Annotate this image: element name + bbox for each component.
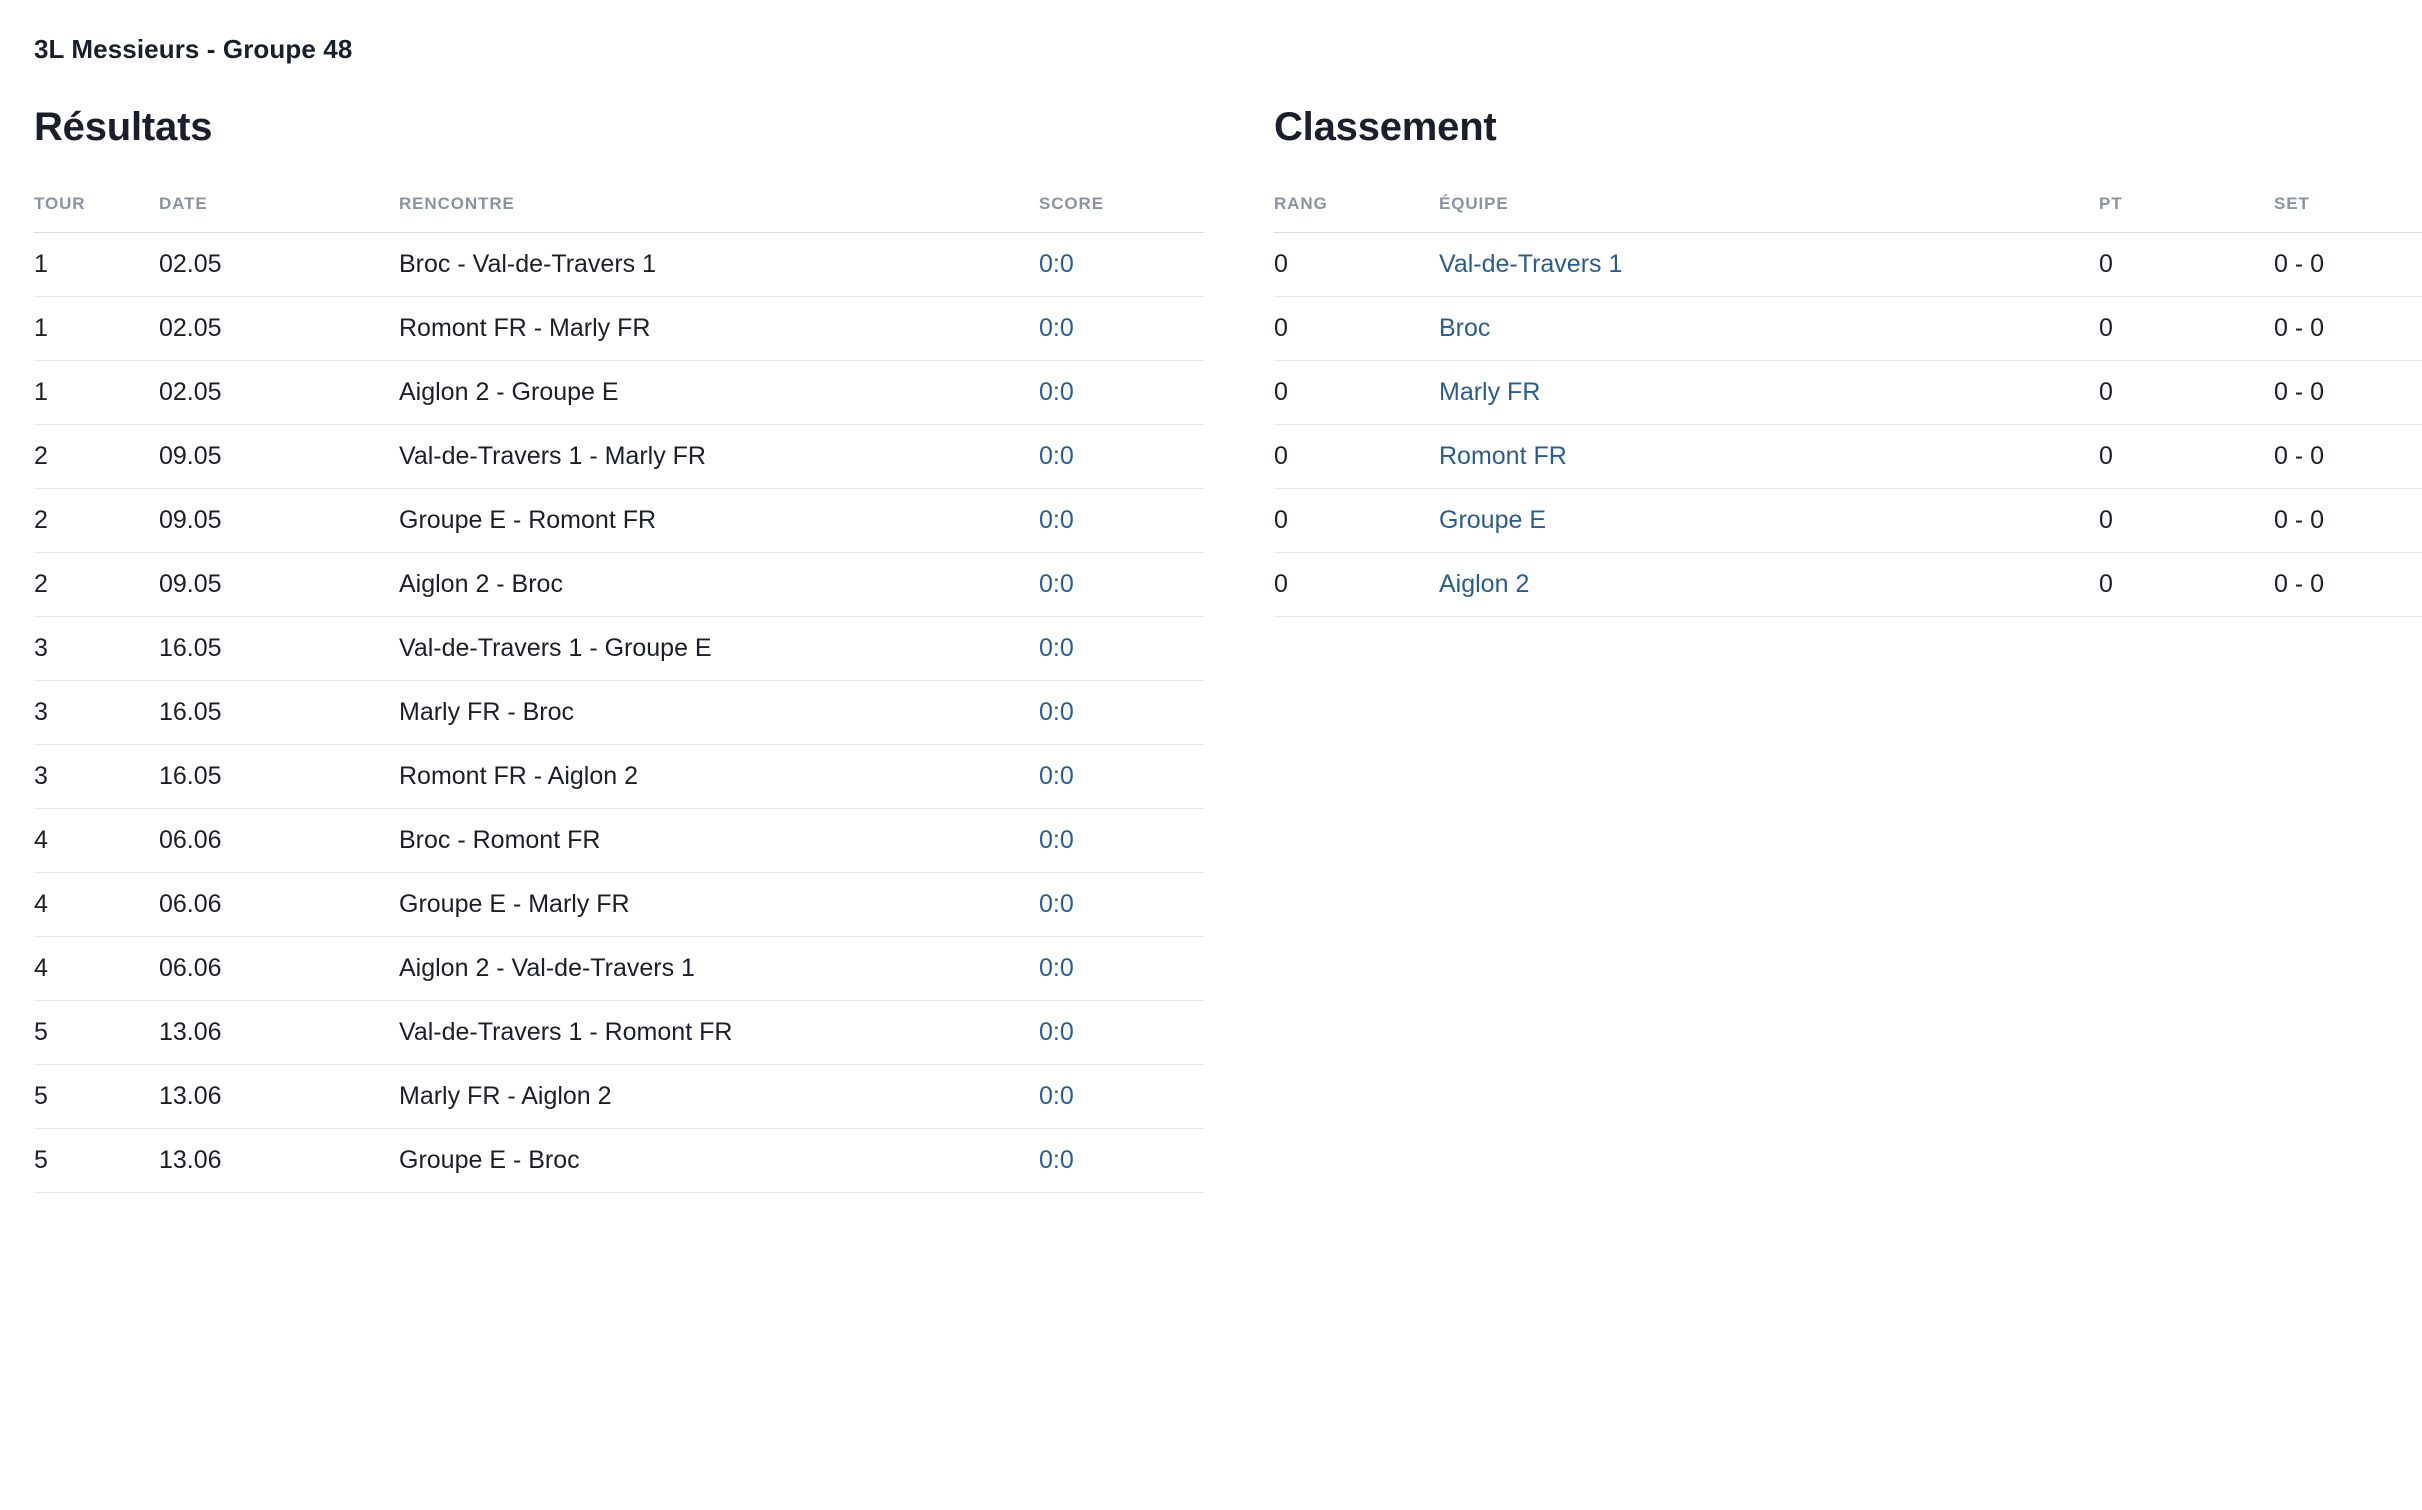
cell-pt: 0 [2099, 361, 2274, 425]
cell-date: 06.06 [159, 937, 399, 1001]
cell-set: 0 - 0 [2274, 489, 2422, 553]
cell-equipe [1439, 361, 2099, 425]
cell-score[interactable]: 0:0 [1039, 361, 1204, 425]
cell-rang: 0 [1274, 361, 1439, 425]
results-table [34, 194, 1204, 1193]
cell-tour: 5 [34, 1065, 159, 1129]
table-row [1274, 489, 2422, 553]
cell-date: 09.05 [159, 553, 399, 617]
cell-set: 0 - 0 [2274, 233, 2422, 297]
cell-tour: 2 [34, 553, 159, 617]
column-header-pt: PT [2099, 194, 2274, 233]
table-row [34, 873, 1204, 937]
cell-equipe [1439, 425, 2099, 489]
cell-tour: 4 [34, 809, 159, 873]
cell-tour: 4 [34, 873, 159, 937]
cell-pt: 0 [2099, 553, 2274, 617]
cell-equipe [1439, 297, 2099, 361]
cell-score[interactable]: 0:0 [1039, 489, 1204, 553]
cell-tour: 5 [34, 1129, 159, 1193]
standings-heading: Classement [1274, 105, 1497, 149]
cell-score[interactable]: 0:0 [1039, 617, 1204, 681]
standings-table [1274, 194, 2422, 617]
cell-pt: 0 [2099, 297, 2274, 361]
cell-rencontre: Val-de-Travers 1 - Groupe E [399, 617, 1039, 681]
cell-score[interactable]: 0:0 [1039, 425, 1204, 489]
table-row [1274, 553, 2422, 617]
content-columns [34, 105, 2388, 1193]
table-row [34, 745, 1204, 809]
results-table-head [34, 194, 1204, 233]
cell-rencontre: Val-de-Travers 1 - Marly FR [399, 425, 1039, 489]
column-header-set: SET [2274, 194, 2422, 233]
team-link[interactable]: Broc [1439, 314, 1491, 342]
table-row [34, 425, 1204, 489]
cell-pt: 0 [2099, 233, 2274, 297]
team-link[interactable]: Val-de-Travers 1 [1439, 250, 1623, 278]
team-link[interactable]: Groupe E [1439, 506, 1547, 534]
cell-date: 02.05 [159, 361, 399, 425]
column-header-date: DATE [159, 194, 399, 233]
cell-rencontre: Broc - Romont FR [399, 809, 1039, 873]
standings-table-head [1274, 194, 2422, 233]
cell-tour: 3 [34, 745, 159, 809]
cell-tour: 2 [34, 489, 159, 553]
table-row [34, 361, 1204, 425]
cell-date: 13.06 [159, 1001, 399, 1065]
cell-rang: 0 [1274, 425, 1439, 489]
cell-score[interactable]: 0:0 [1039, 1065, 1204, 1129]
cell-rang: 0 [1274, 553, 1439, 617]
cell-rang: 0 [1274, 297, 1439, 361]
column-header-rang: RANG [1274, 194, 1439, 233]
results-heading: Résultats [34, 105, 213, 149]
cell-score[interactable]: 0:0 [1039, 873, 1204, 937]
cell-rencontre: Groupe E - Romont FR [399, 489, 1039, 553]
cell-tour: 1 [34, 233, 159, 297]
results-section [34, 105, 1204, 1193]
cell-score[interactable]: 0:0 [1039, 1129, 1204, 1193]
cell-score[interactable]: 0:0 [1039, 553, 1204, 617]
table-row [34, 1129, 1204, 1193]
cell-rencontre: Val-de-Travers 1 - Romont FR [399, 1001, 1039, 1065]
cell-date: 06.06 [159, 809, 399, 873]
cell-set: 0 - 0 [2274, 425, 2422, 489]
cell-tour: 3 [34, 617, 159, 681]
cell-date: 13.06 [159, 1065, 399, 1129]
table-row [34, 489, 1204, 553]
standings-header-row [1274, 194, 2422, 233]
table-row [34, 809, 1204, 873]
column-header-rencontre: RENCONTRE [399, 194, 1039, 233]
table-row [34, 937, 1204, 1001]
cell-tour: 4 [34, 937, 159, 1001]
page-title: 3L Messieurs - Groupe 48 [34, 34, 353, 64]
cell-score[interactable]: 0:0 [1039, 1001, 1204, 1065]
table-row [34, 1065, 1204, 1129]
standings-section [1244, 105, 2422, 617]
cell-rencontre: Aiglon 2 - Broc [399, 553, 1039, 617]
table-row [34, 681, 1204, 745]
cell-set: 0 - 0 [2274, 297, 2422, 361]
table-row [34, 553, 1204, 617]
cell-rencontre: Romont FR - Aiglon 2 [399, 745, 1039, 809]
table-row [1274, 361, 2422, 425]
cell-score[interactable]: 0:0 [1039, 297, 1204, 361]
cell-score[interactable]: 0:0 [1039, 809, 1204, 873]
cell-set: 0 - 0 [2274, 553, 2422, 617]
cell-tour: 5 [34, 1001, 159, 1065]
cell-date: 16.05 [159, 745, 399, 809]
cell-date: 09.05 [159, 489, 399, 553]
cell-date: 06.06 [159, 873, 399, 937]
cell-equipe [1439, 553, 2099, 617]
column-header-tour: TOUR [34, 194, 159, 233]
column-header-equipe: ÉQUIPE [1439, 194, 2099, 233]
cell-tour: 1 [34, 297, 159, 361]
cell-equipe [1439, 233, 2099, 297]
cell-pt: 0 [2099, 425, 2274, 489]
cell-rencontre: Groupe E - Broc [399, 1129, 1039, 1193]
standings-table-body [1274, 233, 2422, 617]
cell-date: 09.05 [159, 425, 399, 489]
cell-score[interactable]: 0:0 [1039, 937, 1204, 1001]
cell-pt: 0 [2099, 489, 2274, 553]
cell-set: 0 - 0 [2274, 361, 2422, 425]
team-link[interactable]: Romont FR [1439, 442, 1567, 470]
table-row [1274, 297, 2422, 361]
cell-tour: 2 [34, 425, 159, 489]
cell-rencontre: Romont FR - Marly FR [399, 297, 1039, 361]
cell-date: 16.05 [159, 617, 399, 681]
column-header-score: SCORE [1039, 194, 1204, 233]
cell-rencontre: Groupe E - Marly FR [399, 873, 1039, 937]
cell-rencontre: Aiglon 2 - Val-de-Travers 1 [399, 937, 1039, 1001]
cell-rang: 0 [1274, 489, 1439, 553]
results-table-body [34, 233, 1204, 1193]
results-header-row [34, 194, 1204, 233]
cell-equipe [1439, 489, 2099, 553]
table-row [1274, 233, 2422, 297]
cell-rencontre: Marly FR - Broc [399, 681, 1039, 745]
table-row [34, 1001, 1204, 1065]
cell-date: 13.06 [159, 1129, 399, 1193]
cell-score[interactable]: 0:0 [1039, 681, 1204, 745]
table-row [34, 233, 1204, 297]
cell-score[interactable]: 0:0 [1039, 745, 1204, 809]
cell-rencontre: Marly FR - Aiglon 2 [399, 1065, 1039, 1129]
cell-date: 16.05 [159, 681, 399, 745]
team-link[interactable]: Marly FR [1439, 378, 1541, 406]
cell-date: 02.05 [159, 233, 399, 297]
cell-rang: 0 [1274, 233, 1439, 297]
table-row [34, 297, 1204, 361]
cell-rencontre: Broc - Val-de-Travers 1 [399, 233, 1039, 297]
cell-rencontre: Aiglon 2 - Groupe E [399, 361, 1039, 425]
cell-tour: 1 [34, 361, 159, 425]
cell-score[interactable]: 0:0 [1039, 233, 1204, 297]
table-row [34, 617, 1204, 681]
cell-date: 02.05 [159, 297, 399, 361]
cell-tour: 3 [34, 681, 159, 745]
table-row [1274, 425, 2422, 489]
team-link[interactable]: Aiglon 2 [1439, 570, 1530, 598]
